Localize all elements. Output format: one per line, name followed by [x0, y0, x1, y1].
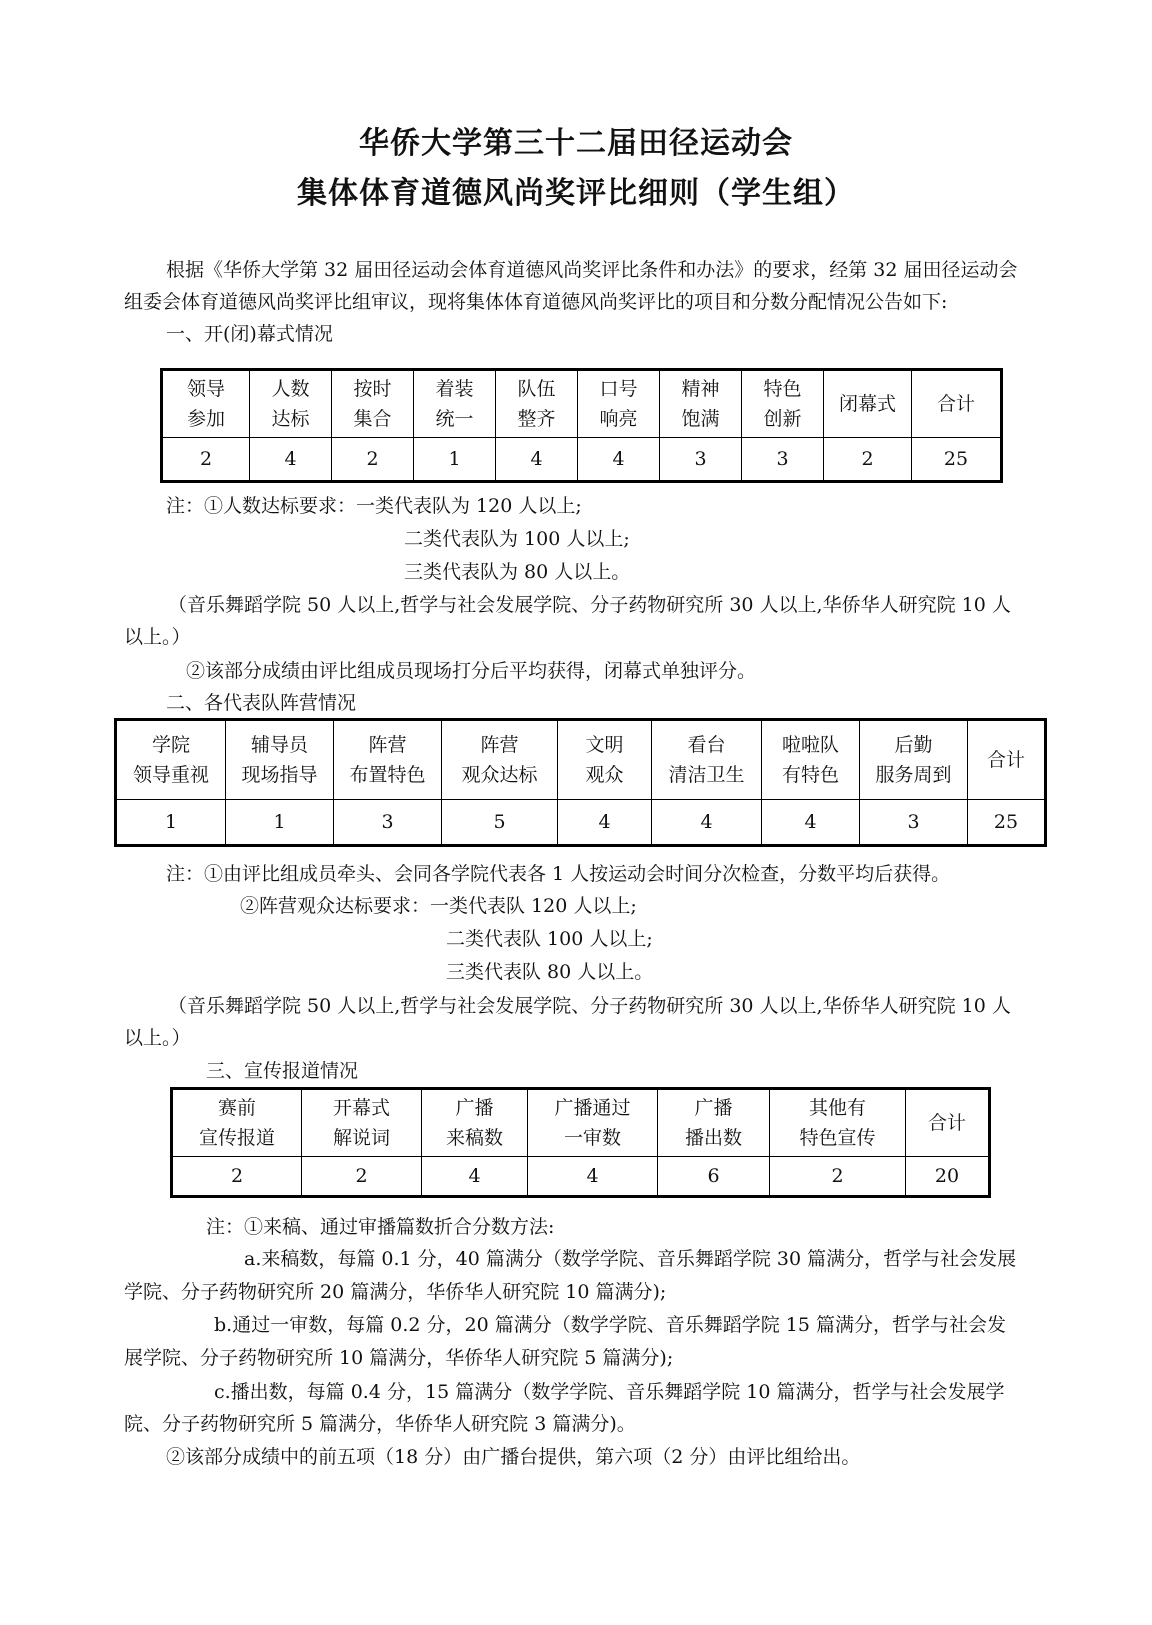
section3-note8: ②该部分成绩中的前五项（18 分）由广播台提供，第六项（2 分）由评比组给出。 — [166, 1446, 861, 1468]
header-cell: 合计 — [912, 370, 1002, 438]
document-title-line1: 华侨大学第三十二届田径运动会 — [359, 126, 793, 161]
header-cell: 啦啦队 有特色 — [762, 720, 860, 800]
section2-note1: 注：①由评比组成员牵头、会同各学院代表各 1 人按运动会时间分次检查，分数平均后获得。 — [166, 863, 951, 885]
section2-note4: 三类代表队 80 人以上。 — [446, 961, 654, 983]
header-cell: 广播 播出数 — [658, 1089, 770, 1157]
header-cell: 广播 来稿数 — [422, 1089, 528, 1157]
score-cell: 4 — [496, 438, 578, 482]
section2-note3: 二类代表队 100 人以上; — [446, 928, 653, 950]
header-cell: 后勤 服务周到 — [860, 720, 968, 800]
section3-note1: 注：①来稿、通过审播篇数折合分数方法: — [206, 1216, 555, 1238]
header-cell: 文明 观众 — [558, 720, 652, 800]
score-cell: 4 — [422, 1157, 528, 1197]
score-cell: 3 — [334, 800, 442, 846]
intro-paragraph-line2: 组委会体育道德风尚奖评比组审议，现将集体体育道德风尚奖评比的项目和分数分配情况公告如下: — [124, 291, 948, 313]
section3-note4: b.通过一审数，每篇 0.2 分，20 篇满分（数学学院、音乐舞蹈学院 15 篇满分，哲学与社会发 — [214, 1314, 1006, 1336]
score-cell: 4 — [578, 438, 660, 482]
section3-note6: c.播出数，每篇 0.4 分，15 篇满分（数学学院、音乐舞蹈学院 10 篇满分，哲学与社会发展学 — [214, 1381, 1005, 1403]
score-cell: 3 — [860, 800, 968, 846]
score-cell: 2 — [332, 438, 414, 482]
score-cell: 3 — [742, 438, 824, 482]
section1-score-row — [162, 438, 1002, 482]
header-cell: 开幕式 解说词 — [302, 1089, 422, 1157]
section3-header-row — [172, 1089, 990, 1157]
header-cell: 其他有 特色宣传 — [770, 1089, 906, 1157]
score-cell: 4 — [250, 438, 332, 482]
section3-note3: 学院、分子药物研究所 20 篇满分，华侨华人研究院 10 篇满分); — [124, 1281, 667, 1303]
section1-note4: （音乐舞蹈学院 50 人以上,哲学与社会发展学院、分子药物研究所 30 人以上,华侨华人研究院 10 人 — [168, 594, 1011, 616]
header-cell: 人数 达标 — [250, 370, 332, 438]
section2-heading: 二、各代表队阵营情况 — [166, 692, 357, 714]
header-cell: 合计 — [968, 720, 1046, 800]
section2-score-table — [114, 718, 1047, 847]
header-cell: 合计 — [906, 1089, 990, 1157]
header-cell: 特色 创新 — [742, 370, 824, 438]
header-cell: 精神 饱满 — [660, 370, 742, 438]
score-cell: 20 — [906, 1157, 990, 1197]
document-title-line2: 集体体育道德风尚奖评比细则（学生组） — [297, 176, 855, 211]
score-cell: 3 — [660, 438, 742, 482]
score-cell: 1 — [116, 800, 226, 846]
section3-note5: 展学院、分子药物研究所 10 篇满分，华侨华人研究院 5 篇满分); — [124, 1347, 674, 1369]
section2-score-row — [116, 800, 1046, 846]
header-cell: 着装 统一 — [414, 370, 496, 438]
header-cell: 阵营 布置特色 — [334, 720, 442, 800]
score-cell: 2 — [770, 1157, 906, 1197]
section1-note1: 注：①人数达标要求：一类代表队为 120 人以上; — [166, 495, 582, 517]
score-cell: 5 — [442, 800, 558, 846]
score-cell: 2 — [824, 438, 912, 482]
header-cell: 学院 领导重视 — [116, 720, 226, 800]
section3-note2: a.来稿数，每篇 0.1 分，40 篇满分（数学学院、音乐舞蹈学院 30 篇满分，哲学与社会发展 — [244, 1248, 1017, 1270]
section1-note6: ②该部分成绩由评比组成员现场打分后平均获得，闭幕式单独评分。 — [186, 660, 757, 682]
score-cell: 4 — [528, 1157, 658, 1197]
header-cell: 按时 集合 — [332, 370, 414, 438]
score-cell: 2 — [172, 1157, 302, 1197]
section1-note3: 三类代表队为 80 人以上。 — [404, 561, 631, 583]
header-cell: 口号 响亮 — [578, 370, 660, 438]
section2-header-row — [116, 720, 1046, 800]
score-cell: 2 — [162, 438, 250, 482]
header-cell: 看台 清洁卫生 — [652, 720, 762, 800]
section1-header-row — [162, 370, 1002, 438]
score-cell: 1 — [414, 438, 496, 482]
header-cell: 队伍 整齐 — [496, 370, 578, 438]
header-cell: 赛前 宣传报道 — [172, 1089, 302, 1157]
section1-note2: 二类代表队为 100 人以上; — [404, 528, 630, 550]
header-cell: 辅导员 现场指导 — [226, 720, 334, 800]
section3-note7: 院、分子药物研究所 5 篇满分，华侨华人研究院 3 篇满分)。 — [124, 1413, 636, 1435]
section1-score-table — [160, 368, 1003, 483]
section3-heading: 三、宣传报道情况 — [206, 1060, 359, 1082]
section3-score-table — [170, 1087, 991, 1198]
score-cell: 4 — [652, 800, 762, 846]
score-cell: 6 — [658, 1157, 770, 1197]
score-cell: 4 — [558, 800, 652, 846]
section1-heading: 一、开(闭)幕式情况 — [166, 323, 333, 345]
header-cell: 闭幕式 — [824, 370, 912, 438]
score-cell: 25 — [968, 800, 1046, 846]
score-cell: 4 — [762, 800, 860, 846]
header-cell: 广播通过 一审数 — [528, 1089, 658, 1157]
section2-note5: （音乐舞蹈学院 50 人以上,哲学与社会发展学院、分子药物研究所 30 人以上,华侨华人研究院 10 人 — [168, 995, 1011, 1017]
header-cell: 领导 参加 — [162, 370, 250, 438]
score-cell: 2 — [302, 1157, 422, 1197]
intro-paragraph-line1: 根据《华侨大学第 32 届田径运动会体育道德风尚奖评比条件和办法》的要求，经第 32 届田径运动会 — [166, 259, 1018, 281]
score-cell: 25 — [912, 438, 1002, 482]
section2-note2: ②阵营观众达标要求：一类代表队 120 人以上; — [240, 895, 637, 917]
score-cell: 1 — [226, 800, 334, 846]
section2-note6: 以上。） — [124, 1027, 191, 1049]
header-cell: 阵营 观众达标 — [442, 720, 558, 800]
section1-note5: 以上。） — [124, 626, 191, 648]
section3-score-row — [172, 1157, 990, 1197]
